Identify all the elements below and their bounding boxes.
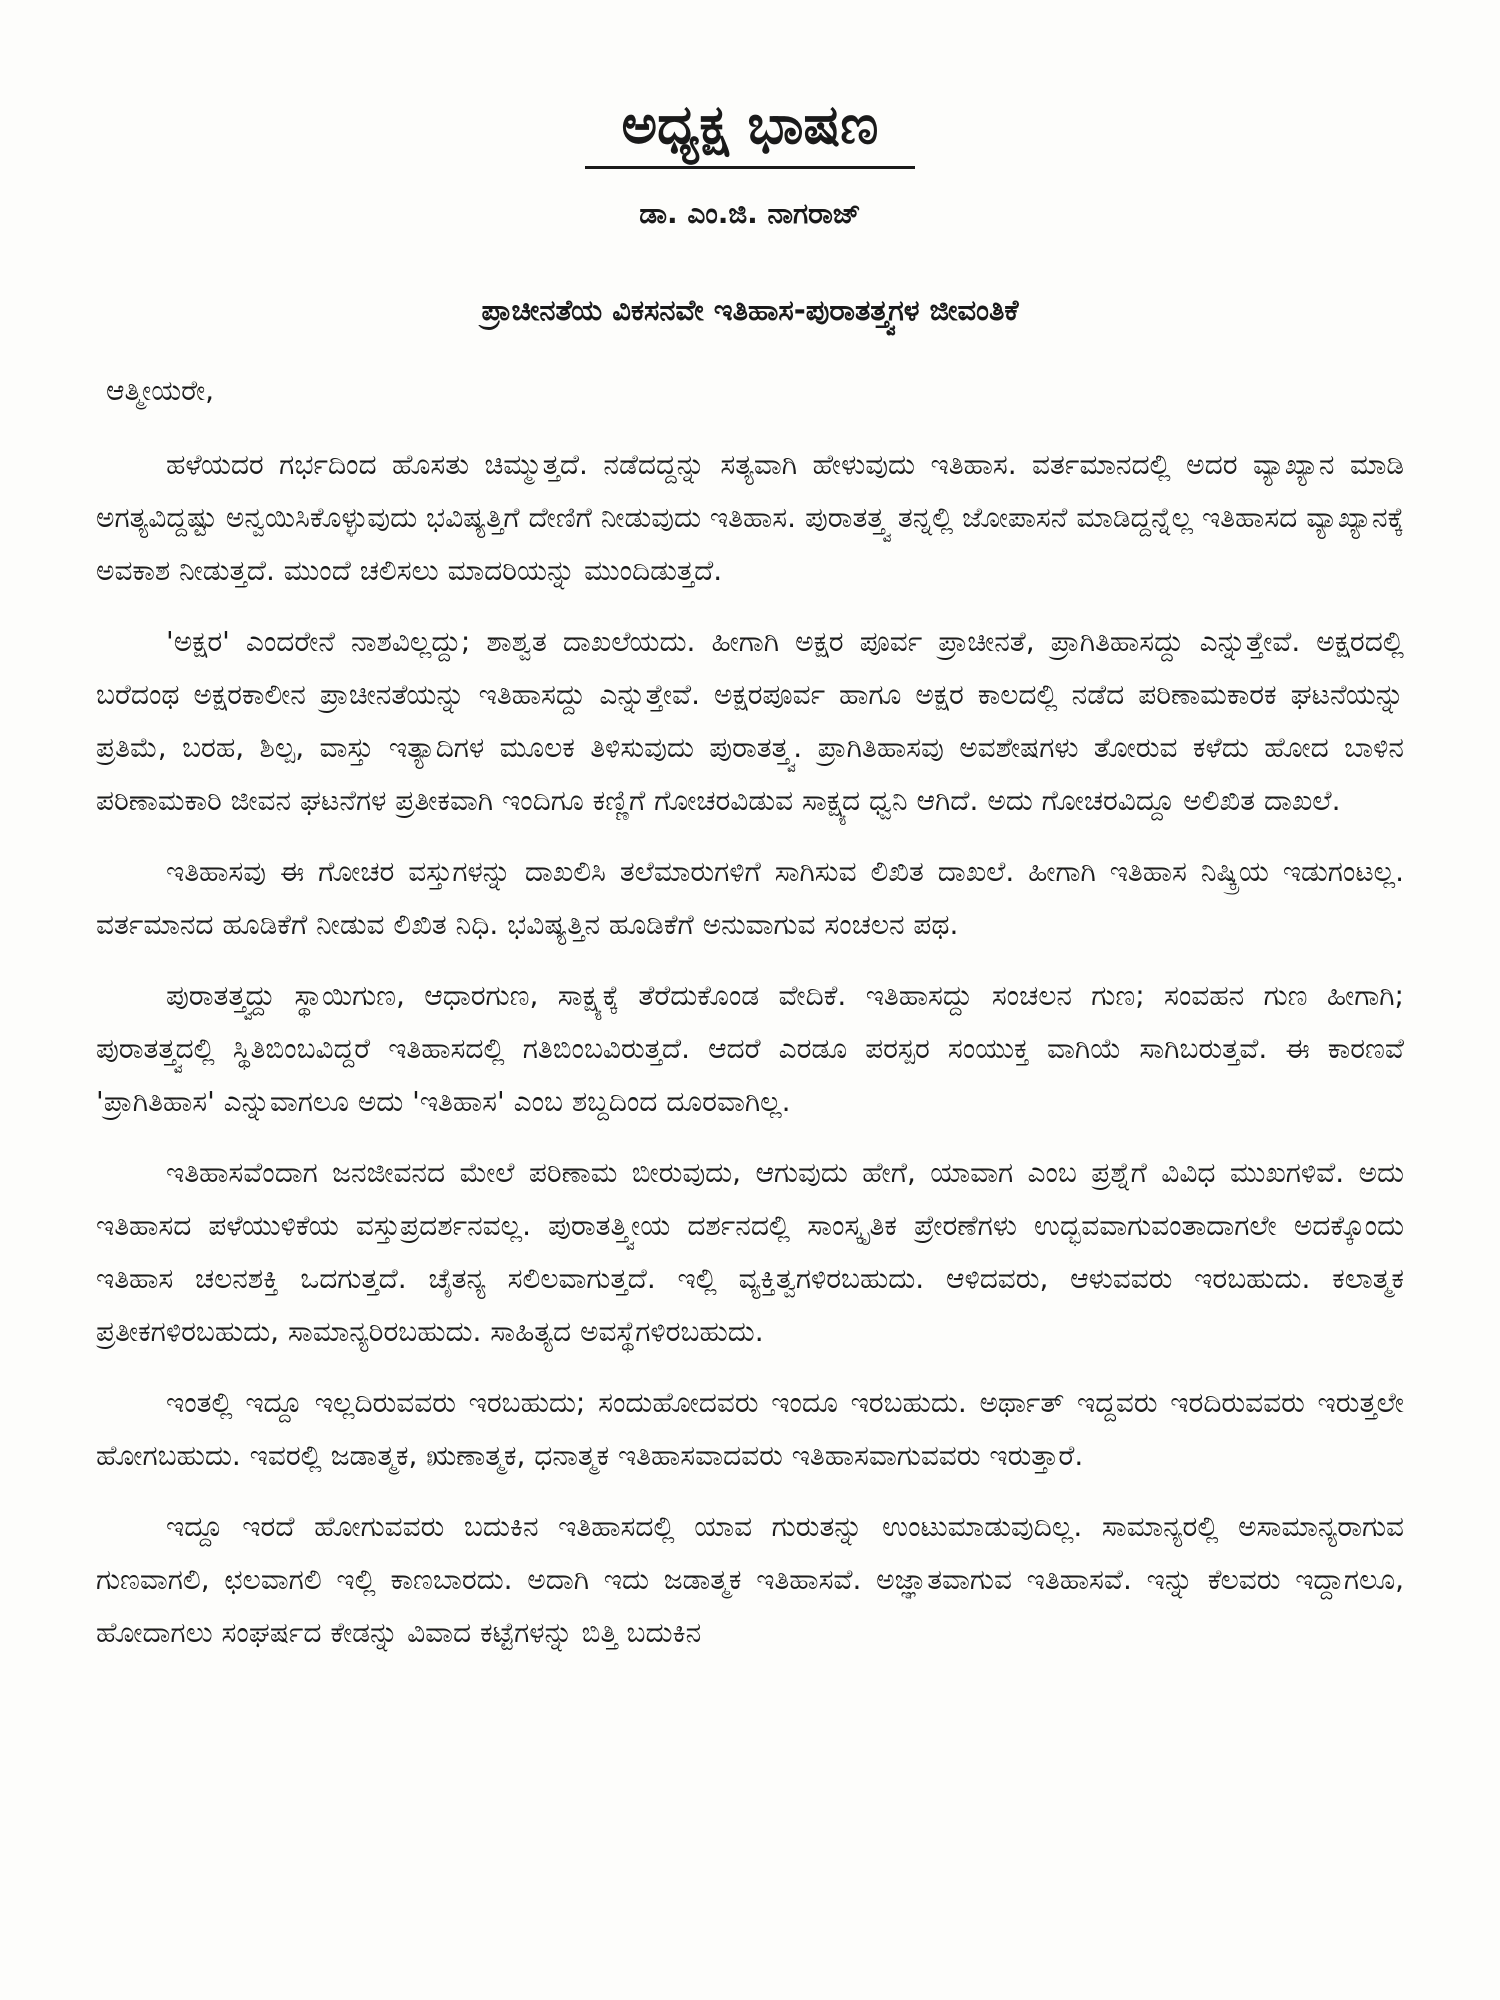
paragraph-6: ಇಂತಲ್ಲಿ ಇದ್ದೂ ಇಲ್ಲದಿರುವವರು ಇರಬಹುದು; ಸಂದುಹೋದವರು ಇಂದೂ ಇರಬಹುದು. ಅರ್ಥಾತ್ ಇದ್ದವರು ಇರದಿರುವವರು ಇರುತ್ತಲೇ ಹೋಗಬಹುದು. ಇವರಲ್ಲಿ ಜಡಾತ್ಮಕ, ಋಣಾತ್ಮಕ, ಧನಾತ್ಮಕ ಇತಿಹಾಸವಾದವರು ಇತಿಹಾಸವಾಗುವವರು ಇರುತ್ತಾರೆ. xyxy=(96,1386,1404,1473)
paragraph-4: ಪುರಾತತ್ತ್ವದ್ದು ಸ್ಥಾಯಿಗುಣ, ಆಧಾರಗುಣ, ಸಾಕ್ಷ್ಯಕ್ಕೆ ತೆರೆದುಕೊಂಡ ವೇದಿಕೆ. ಇತಿಹಾಸದ್ದು ಸಂಚಲನ ಗುಣ; ಸಂವಹನ ಗುಣ ಹೀಗಾಗಿ; ಪುರಾತತ್ತ್ವದಲ್ಲಿ ಸ್ಥಿತಿಬಿಂಬವಿದ್ದರೆ ಇತಿಹಾಸದಲ್ಲಿ ಗತಿಬಿಂಬವಿರುತ್ತದೆ. ಆದರೆ ಎರಡೂ ಪರಸ್ಪರ ಸಂಯುಕ್ತ ವಾಗಿಯೆ ಸಾಗಿಬರುತ್ತವೆ. ಈ ಕಾರಣವೆ 'ಪ್ರಾಗಿತಿಹಾಸ' ಎನ್ನುವಾಗಲೂ ಅದು 'ಇತಿಹಾಸ' ಎಂಬ ಶಬ್ದದಿಂದ ದೂರವಾಗಿಲ್ಲ. xyxy=(96,979,1404,1119)
title-underline xyxy=(585,166,915,169)
page-title: ಅಧ್ಯಕ್ಷ ಭಾಷಣ xyxy=(621,93,879,156)
salutation: ಆತ್ಮೀಯರೇ, xyxy=(106,374,215,408)
paragraph-2: 'ಅಕ್ಷರ' ಎಂದರೇನೆ ನಾಶವಿಲ್ಲದ್ದು; ಶಾಶ್ವತ ದಾಖಲೆಯದು. ಹೀಗಾಗಿ ಅಕ್ಷರ ಪೂರ್ವ ಪ್ರಾಚೀನತೆ, ಪ್ರಾಗಿತಿಹಾಸದ್ದು ಎನ್ನುತ್ತೇವೆ. ಅಕ್ಷರದಲ್ಲಿ ಬರೆದಂಥ ಅಕ್ಷರಕಾಲೀನ ಪ್ರಾಚೀನತೆಯನ್ನು ಇತಿಹಾಸದ್ದು ಎನ್ನುತ್ತೇವೆ. ಅಕ್ಷರಪೂರ್ವ ಹಾಗೂ ಅಕ್ಷರ ಕಾಲದಲ್ಲಿ ನಡೆದ ಪರಿಣಾಮಕಾರಕ ಘಟನೆಯನ್ನು ಪ್ರತಿಮೆ, ಬರಹ, ಶಿಲ್ಪ, ವಾಸ್ತು ಇತ್ಯಾದಿಗಳ ಮೂಲಕ ತಿಳಿಸುವುದು ಪುರಾತತ್ತ್ವ. ಪ್ರಾಗಿತಿಹಾಸವು ಅವಶೇಷಗಳು ತೋರುವ ಕಳೆದು ಹೋದ ಬಾಳಿನ ಪರಿಣಾಮಕಾರಿ ಜೀವನ ಘಟನೆಗಳ ಪ್ರತೀಕವಾಗಿ ಇಂದಿಗೂ ಕಣ್ಣಿಗೆ ಗೋಚರವಿಡುವ ಸಾಕ್ಷ್ಯದ ಧ್ವನಿ ಆಗಿದೆ. ಅದು ಗೋಚರವಿದ್ದೂ ಅಲಿಖಿತ ದಾಖಲೆ. xyxy=(96,625,1404,818)
paragraph-5: ಇತಿಹಾಸವೆಂದಾಗ ಜನಜೀವನದ ಮೇಲೆ ಪರಿಣಾಮ ಬೀರುವುದು, ಆಗುವುದು ಹೇಗೆ, ಯಾವಾಗ ಎಂಬ ಪ್ರಶ್ನೆಗೆ ವಿವಿಧ ಮುಖಗಳಿವೆ. ಅದು ಇತಿಹಾಸದ ಪಳೆಯುಳಿಕೆಯ ವಸ್ತುಪ್ರದರ್ಶನವಲ್ಲ. ಪುರಾತತ್ತ್ವೀಯ ದರ್ಶನದಲ್ಲಿ ಸಾಂಸ್ಕೃತಿಕ ಪ್ರೇರಣೆಗಳು ಉದ್ಭವವಾಗುವಂತಾದಾಗಲೇ ಅದಕ್ಕೊಂದು ಇತಿಹಾಸ ಚಲನಶಕ್ತಿ ಒದಗುತ್ತದೆ. ಚೈತನ್ಯ ಸಲಿಲವಾಗುತ್ತದೆ. ಇಲ್ಲಿ ವ್ಯಕ್ತಿತ್ವಗಳಿರಬಹುದು. ಆಳಿದವರು, ಆಳುವವರು ಇರಬಹುದು. ಕಲಾತ್ಮಕ ಪ್ರತೀಕಗಳಿರಬಹುದು, ಸಾಮಾನ್ಯರಿರಬಹುದು. ಸಾಹಿತ್ಯದ ಅವಸ್ಥೆಗಳಿರಬಹುದು. xyxy=(96,1156,1404,1349)
speech-subtitle: ಪ್ರಾಚೀನತೆಯ ವಿಕಸನವೇ ಇತಿಹಾಸ-ಪುರಾತತ್ತ್ವಗಳ ಜೀವಂತಿಕೆ xyxy=(481,293,1019,328)
author-name: ಡಾ. ಎಂ.ಜಿ. ನಾಗರಾಜ್ xyxy=(639,197,861,231)
paragraph-7: ಇದ್ದೂ ಇರದೆ ಹೋಗುವವರು ಬದುಕಿನ ಇತಿಹಾಸದಲ್ಲಿ ಯಾವ ಗುರುತನ್ನು ಉಂಟುಮಾಡುವುದಿಲ್ಲ. ಸಾಮಾನ್ಯರಲ್ಲಿ ಅಸಾಮಾನ್ಯರಾಗುವ ಗುಣವಾಗಲಿ, ಛಲವಾಗಲಿ ಇಲ್ಲಿ ಕಾಣಬಾರದು. ಅದಾಗಿ ಇದು ಜಡಾತ್ಮಕ ಇತಿಹಾಸವೆ. ಅಜ್ಞಾತವಾಗುವ ಇತಿಹಾಸವೆ. ಇನ್ನು ಕೆಲವರು ಇದ್ದಾಗಲೂ, ಹೋದಾಗಲು ಸಂಘರ್ಷದ ಕೇಡನ್ನು ವಿವಾದ ಕಟ್ಟೆಗಳನ್ನು ಬಿತ್ತಿ ಬದುಕಿನ xyxy=(96,1510,1404,1650)
paragraph-3: ಇತಿಹಾಸವು ಈ ಗೋಚರ ವಸ್ತುಗಳನ್ನು ದಾಖಲಿಸಿ ತಲೆಮಾರುಗಳಿಗೆ ಸಾಗಿಸುವ ಲಿಖಿತ ದಾಖಲೆ. ಹೀಗಾಗಿ ಇತಿಹಾಸ ನಿಷ್ಕ್ರಿಯ ಇಡುಗಂಟಲ್ಲ. ವರ್ತಮಾನದ ಹೂಡಿಕೆಗೆ ನೀಡುವ ಲಿಖಿತ ನಿಧಿ. ಭವಿಷ್ಯತ್ತಿನ ಹೂಡಿಕೆಗೆ ಅನುವಾಗುವ ಸಂಚಲನ ಪಥ. xyxy=(96,855,1404,942)
paragraph-1: ಹಳೆಯದರ ಗರ್ಭದಿಂದ ಹೊಸತು ಚಿಮ್ಮುತ್ತದೆ. ನಡೆದದ್ದನ್ನು ಸತ್ಯವಾಗಿ ಹೇಳುವುದು ಇತಿಹಾಸ. ವರ್ತಮಾನದಲ್ಲಿ ಅದರ ವ್ಯಾಖ್ಯಾನ ಮಾಡಿ ಅಗತ್ಯವಿದ್ದಷ್ಟು ಅನ್ವಯಿಸಿಕೊಳ್ಳುವುದು ಭವಿಷ್ಯತ್ತಿಗೆ ದೇಣಿಗೆ ನೀಡುವುದು ಇತಿಹಾಸ. ಪುರಾತತ್ತ್ವ ತನ್ನಲ್ಲಿ ಜೋಪಾಸನೆ ಮಾಡಿದ್ದನ್ನೆಲ್ಲ ಇತಿಹಾಸದ ವ್ಯಾಖ್ಯಾನಕ್ಕೆ ಅವಕಾಶ ನೀಡುತ್ತದೆ. ಮುಂದೆ ಚಲಿಸಲು ಮಾದರಿಯನ್ನು ಮುಂದಿಡುತ್ತದೆ. xyxy=(96,448,1404,588)
